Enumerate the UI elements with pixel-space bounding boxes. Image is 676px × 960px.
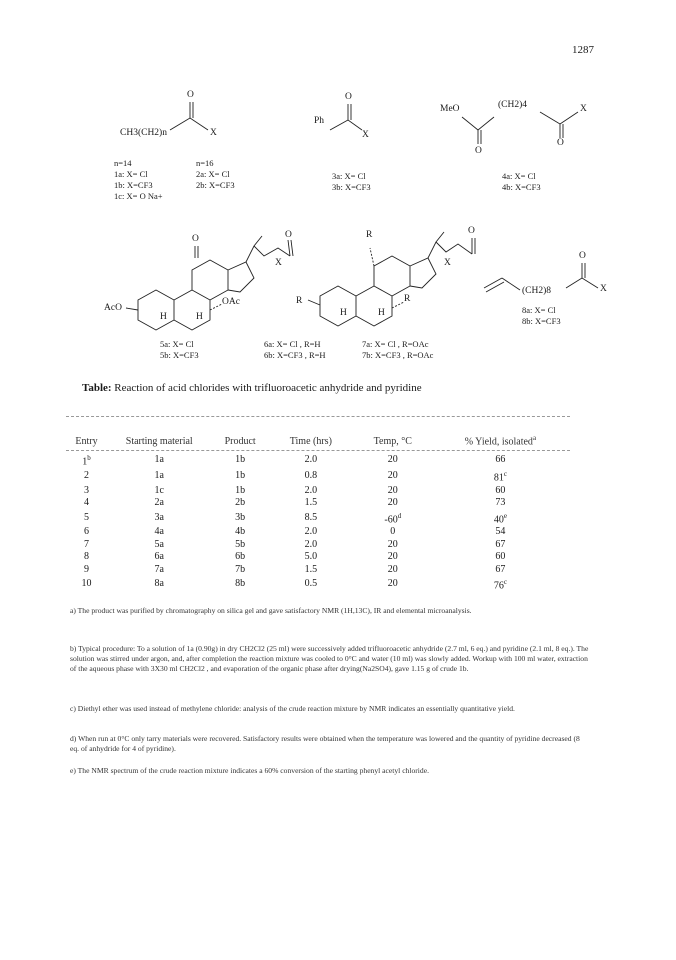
s8-o: O — [579, 251, 586, 261]
table-cell: 8b — [235, 578, 246, 590]
table-cell: 7b — [235, 563, 246, 575]
label-line: 4b: X=CF3 — [502, 182, 541, 192]
table-cell: 2b — [235, 497, 246, 509]
label-line: n=16 — [196, 158, 214, 168]
table-cell: 0.8 — [304, 470, 318, 482]
table-cell: 2a — [154, 497, 164, 509]
s4-meo: MeO — [440, 104, 460, 114]
table-cell: 1.5 — [304, 497, 318, 509]
table-cell: 5a — [154, 538, 164, 550]
label-line: 7b: X=CF3 , R=OAc — [362, 350, 434, 360]
s4-chain: (CH2)4 — [498, 100, 528, 110]
s5-o2: O — [285, 230, 292, 240]
s5-oac: OAc — [222, 297, 240, 307]
table-cell: 60 — [495, 484, 506, 496]
table-cell: 8 — [84, 551, 89, 563]
table-cell: 20 — [387, 538, 398, 550]
label-line: 2b: X=CF3 — [196, 180, 235, 190]
table-cell: 7a — [154, 563, 164, 575]
table-cell: 8.5 — [304, 511, 318, 523]
label-line: 8b: X=CF3 — [522, 316, 561, 326]
table-cell: 54 — [495, 526, 506, 538]
table-row — [65, 563, 567, 576]
col-header: Starting material — [125, 435, 193, 447]
label-line: 2a: X= Cl — [196, 169, 230, 179]
table-cell: 5.0 — [304, 551, 318, 563]
table-cell: 7 — [84, 538, 89, 550]
label-line: 1b: X=CF3 — [114, 180, 153, 190]
footnote-a: a) The product was purified by chromatography on silica gel and gave satisfactory NMR (1H,13C), IR and elemental microanalysis. — [70, 606, 472, 615]
table-cell: -60$^d$ — [384, 511, 402, 525]
table-cell: 1c — [154, 484, 164, 496]
label-line: 6a: X= Cl , R=H — [264, 339, 321, 349]
table-cell: 6b — [235, 551, 246, 563]
col-header: % Yield, isolated$^a$ — [464, 434, 537, 448]
s67-r1: R — [296, 296, 303, 306]
label-group-1 — [114, 158, 163, 202]
table-row — [65, 452, 567, 468]
s5-x: X — [275, 258, 282, 268]
results-table — [65, 430, 567, 592]
s67-r3: R — [404, 294, 411, 304]
s4-o1: O — [475, 146, 482, 156]
label-group-8 — [522, 305, 561, 327]
table-cell: 9 — [84, 563, 89, 575]
footnote-e: e) The NMR spectrum of the crude reaction mixture indicates a 60% conversion of the starting phenyl acetyl chloride. — [70, 766, 429, 775]
table-cell: 1$^b$ — [82, 454, 91, 468]
label-line: 3a: X= Cl — [332, 171, 366, 181]
s8-chain: (CH2)8 — [522, 286, 552, 296]
table-cell: 67 — [495, 563, 506, 575]
s67-h2: H — [378, 308, 385, 318]
s3-ph: Ph — [314, 116, 325, 126]
s1-chain: CH3(CH2)n — [120, 128, 167, 138]
table-cell: 4 — [84, 497, 89, 509]
col-header: Product — [224, 435, 256, 447]
s1-o: O — [187, 90, 194, 100]
table-cell: 1b — [235, 454, 246, 466]
table-cell: 20 — [387, 497, 398, 509]
table-cell: 2.0 — [304, 454, 318, 466]
table-row — [65, 485, 567, 498]
caption-text: Reaction of acid chlorides with trifluoroacetic anhydride and pyridine — [114, 382, 422, 394]
table-cell: 4b — [235, 526, 246, 538]
footnote-d: d) When run at 0°C only tarry materials were recovered. Satisfactory results were obtained when the temperature was lowered and the quantity of pyridine decreased (8 eq. of anhydride for 4 of pyridine). — [70, 734, 580, 753]
s4-x: X — [580, 104, 587, 114]
col-header: Time (hrs) — [289, 435, 332, 447]
table-cell: 67 — [495, 538, 506, 550]
label-line: 6b: X=CF3 , R=H — [264, 350, 326, 360]
table-cell: 81$^c$ — [493, 470, 507, 484]
label-line: n=14 — [114, 158, 132, 168]
s67-x: X — [444, 258, 451, 268]
table-cell: 20 — [387, 470, 398, 482]
label-line: 3b: X=CF3 — [332, 182, 371, 192]
label-group-5 — [160, 339, 199, 361]
label-line: 5a: X= Cl — [160, 339, 194, 349]
table-cell: 5 — [84, 511, 89, 523]
table-cell: 1.5 — [304, 563, 318, 575]
s67-h1: H — [340, 308, 347, 318]
table-cell: 20 — [387, 578, 398, 590]
table-cell: 60 — [495, 551, 506, 563]
table-cell: 6a — [154, 551, 164, 563]
table-cell: 3a — [154, 511, 164, 523]
label-group-3 — [332, 171, 371, 193]
table-cell: 4a — [154, 526, 164, 538]
s67-o: O — [468, 226, 475, 236]
label-line: 7a: X= Cl , R=OAc — [362, 339, 429, 349]
label-line: 1a: X= Cl — [114, 169, 148, 179]
table-cell: 2.0 — [304, 484, 318, 496]
table-row — [65, 510, 567, 526]
label-group-6 — [264, 339, 326, 361]
table-row — [65, 497, 567, 510]
s67-r2: R — [366, 230, 373, 240]
table-cell: 1a — [154, 454, 164, 466]
table-cell: 10 — [81, 578, 92, 590]
table-cell: 20 — [387, 484, 398, 496]
table-cell: 76$^c$ — [493, 577, 507, 592]
table-row — [65, 468, 567, 484]
table-cell: 2.0 — [304, 526, 318, 538]
s5-h2: H — [196, 312, 203, 322]
s4-o2: O — [557, 138, 564, 148]
label-line: 1c: X= O Na+ — [114, 191, 163, 201]
table-cell: 2.0 — [304, 538, 318, 550]
label-line: 5b: X=CF3 — [160, 350, 199, 360]
table-cell: 5b — [235, 538, 246, 550]
caption-label: Table: — [82, 382, 112, 394]
table-cell: 20 — [387, 551, 398, 563]
col-header: Entry — [75, 435, 98, 447]
table-cell: 0 — [390, 526, 396, 538]
table-cell: 3b — [235, 511, 246, 523]
label-group-7 — [362, 339, 433, 361]
page-number: 1287 — [572, 44, 594, 56]
label-line: 4a: X= Cl — [502, 171, 536, 181]
table-cell: 40e — [493, 511, 507, 525]
table-cell: 1b — [235, 470, 246, 482]
table-row — [65, 538, 567, 551]
table-cell: 8a — [154, 578, 164, 590]
table-row — [65, 576, 567, 592]
table-row — [65, 551, 567, 564]
col-header: Temp, °C — [373, 435, 412, 447]
footnote-b: b) Typical procedure: To a solution of 1a (0.90g) in dry CH2Cl2 (25 ml) were successively added trifluoroacetic anhydride (2.7 ml, 6 eq.) and pyridine (2.1 ml, 8 eq.). The solution was stirred under argon, and, after completion the reaction mixture was cooled to 0°C and water (10 ml) was slowly added. Workup with 100 ml water, extraction of the aqueous phase with 3X30 ml CH2Cl2 , and evaporation of the organic phase after drying(Na2SO4), gave 1.15 g of crude 1b. — [70, 644, 589, 673]
s5-o1: O — [192, 234, 199, 244]
table-caption — [82, 382, 422, 394]
label-group-4 — [502, 171, 541, 193]
table-cell: 2 — [84, 470, 89, 482]
table-cell: 66 — [495, 454, 506, 466]
footnote-c: c) Diethyl ether was used instead of methylene chloride: analysis of the crude reaction mixture by NMR indicates an essentially quantitative yield. — [70, 704, 515, 713]
table-cell: 20 — [387, 563, 398, 575]
s3-o: O — [345, 92, 352, 102]
table-rule-top — [66, 416, 570, 417]
label-line: 8a: X= Cl — [522, 305, 556, 315]
table-cell: 1b — [235, 484, 246, 496]
table-cell: 73 — [495, 497, 506, 509]
s8-x: X — [600, 284, 607, 294]
table-cell: 6 — [84, 526, 89, 538]
table-cell: 20 — [387, 454, 398, 466]
s1-x: X — [210, 128, 217, 138]
table-cell: 1a — [154, 470, 164, 482]
label-group-2 — [196, 158, 235, 191]
s3-x: X — [362, 130, 369, 140]
s5-aco: AcO — [104, 303, 122, 313]
s5-h1: H — [160, 312, 167, 322]
table-row — [65, 526, 567, 539]
table-cell: 3 — [84, 484, 89, 496]
table-cell: 0.5 — [304, 578, 318, 590]
